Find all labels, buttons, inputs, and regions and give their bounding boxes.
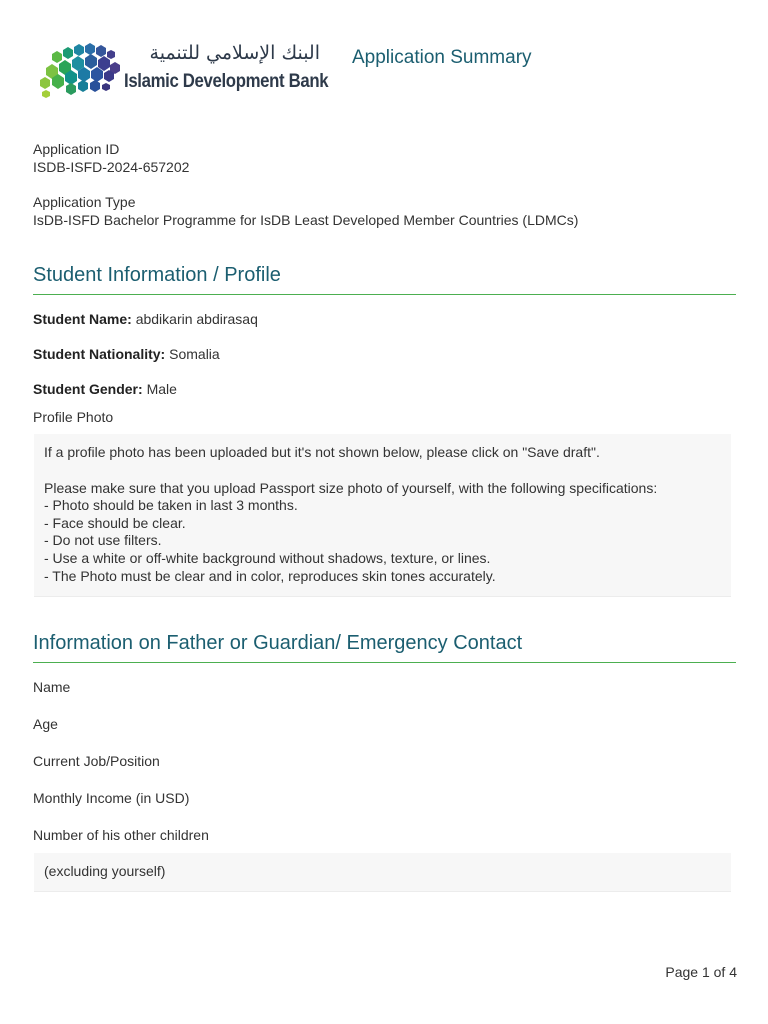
application-type-value: IsDB-ISFD Bachelor Programme for IsDB Least Developed Member Countries (LDMCs) [33,212,579,228]
profile-photo-label: Profile Photo [33,409,114,425]
page-indicator: Page 1 of 4 [665,964,737,980]
application-type-label: Application Type [33,194,136,210]
student-nationality-field [33,346,220,362]
guardian-section-divider [33,662,736,663]
application-id-value: ISDB-ISFD-2024-657202 [33,159,190,175]
globe-logo-icon [36,38,122,100]
photo-note-line: - The Photo must be clear and in color, reproduces skin tones accurately. [44,567,496,584]
application-id-label: Application ID [33,141,120,157]
guardian-income-label: Monthly Income (in USD) [33,790,190,806]
logo-arabic-text: البنك الإسلامي للتنمية [149,42,320,64]
page-title: Application Summary [352,47,532,68]
student-section-title: Student Information / Profile [33,264,281,286]
photo-note-line: - Photo should be taken in last 3 months. [44,497,298,514]
photo-note-line: - Face should be clear. [44,514,186,531]
guardian-job-label: Current Job/Position [33,753,160,769]
student-nationality-label: Student Nationality: [33,346,166,362]
children-note [34,853,731,892]
student-gender-label: Student Gender: [33,381,143,397]
guardian-section-title: Information on Father or Guardian/ Emergency Contact [33,632,523,654]
logo-english-text: Islamic Development Bank [124,70,329,92]
guardian-age-label: Age [33,716,58,732]
photo-note-line: - Use a white or off-white background without shadows, texture, or lines. [44,549,491,566]
children-note-text: (excluding yourself) [44,863,166,879]
guardian-children-label: Number of his other children [33,827,209,843]
student-gender-value: Male [146,381,177,397]
student-section-divider [33,294,736,295]
student-name-value: abdikarin abdirasaq [135,311,258,327]
guardian-name-label: Name [33,679,71,695]
photo-note-line: Please make sure that you upload Passport size photo of yourself, with the following specifications: [44,479,658,496]
isdb-logo [36,38,329,100]
student-name-label: Student Name: [33,311,132,327]
student-gender-field [33,381,177,397]
photo-note-line: If a profile photo has been uploaded but it's not shown below, please click on "Save draft". [44,444,600,460]
photo-note-line: - Do not use filters. [44,532,162,549]
page-header [36,38,736,100]
profile-photo-note [34,434,731,597]
student-nationality-value: Somalia [169,346,220,362]
student-name-field [33,311,258,327]
